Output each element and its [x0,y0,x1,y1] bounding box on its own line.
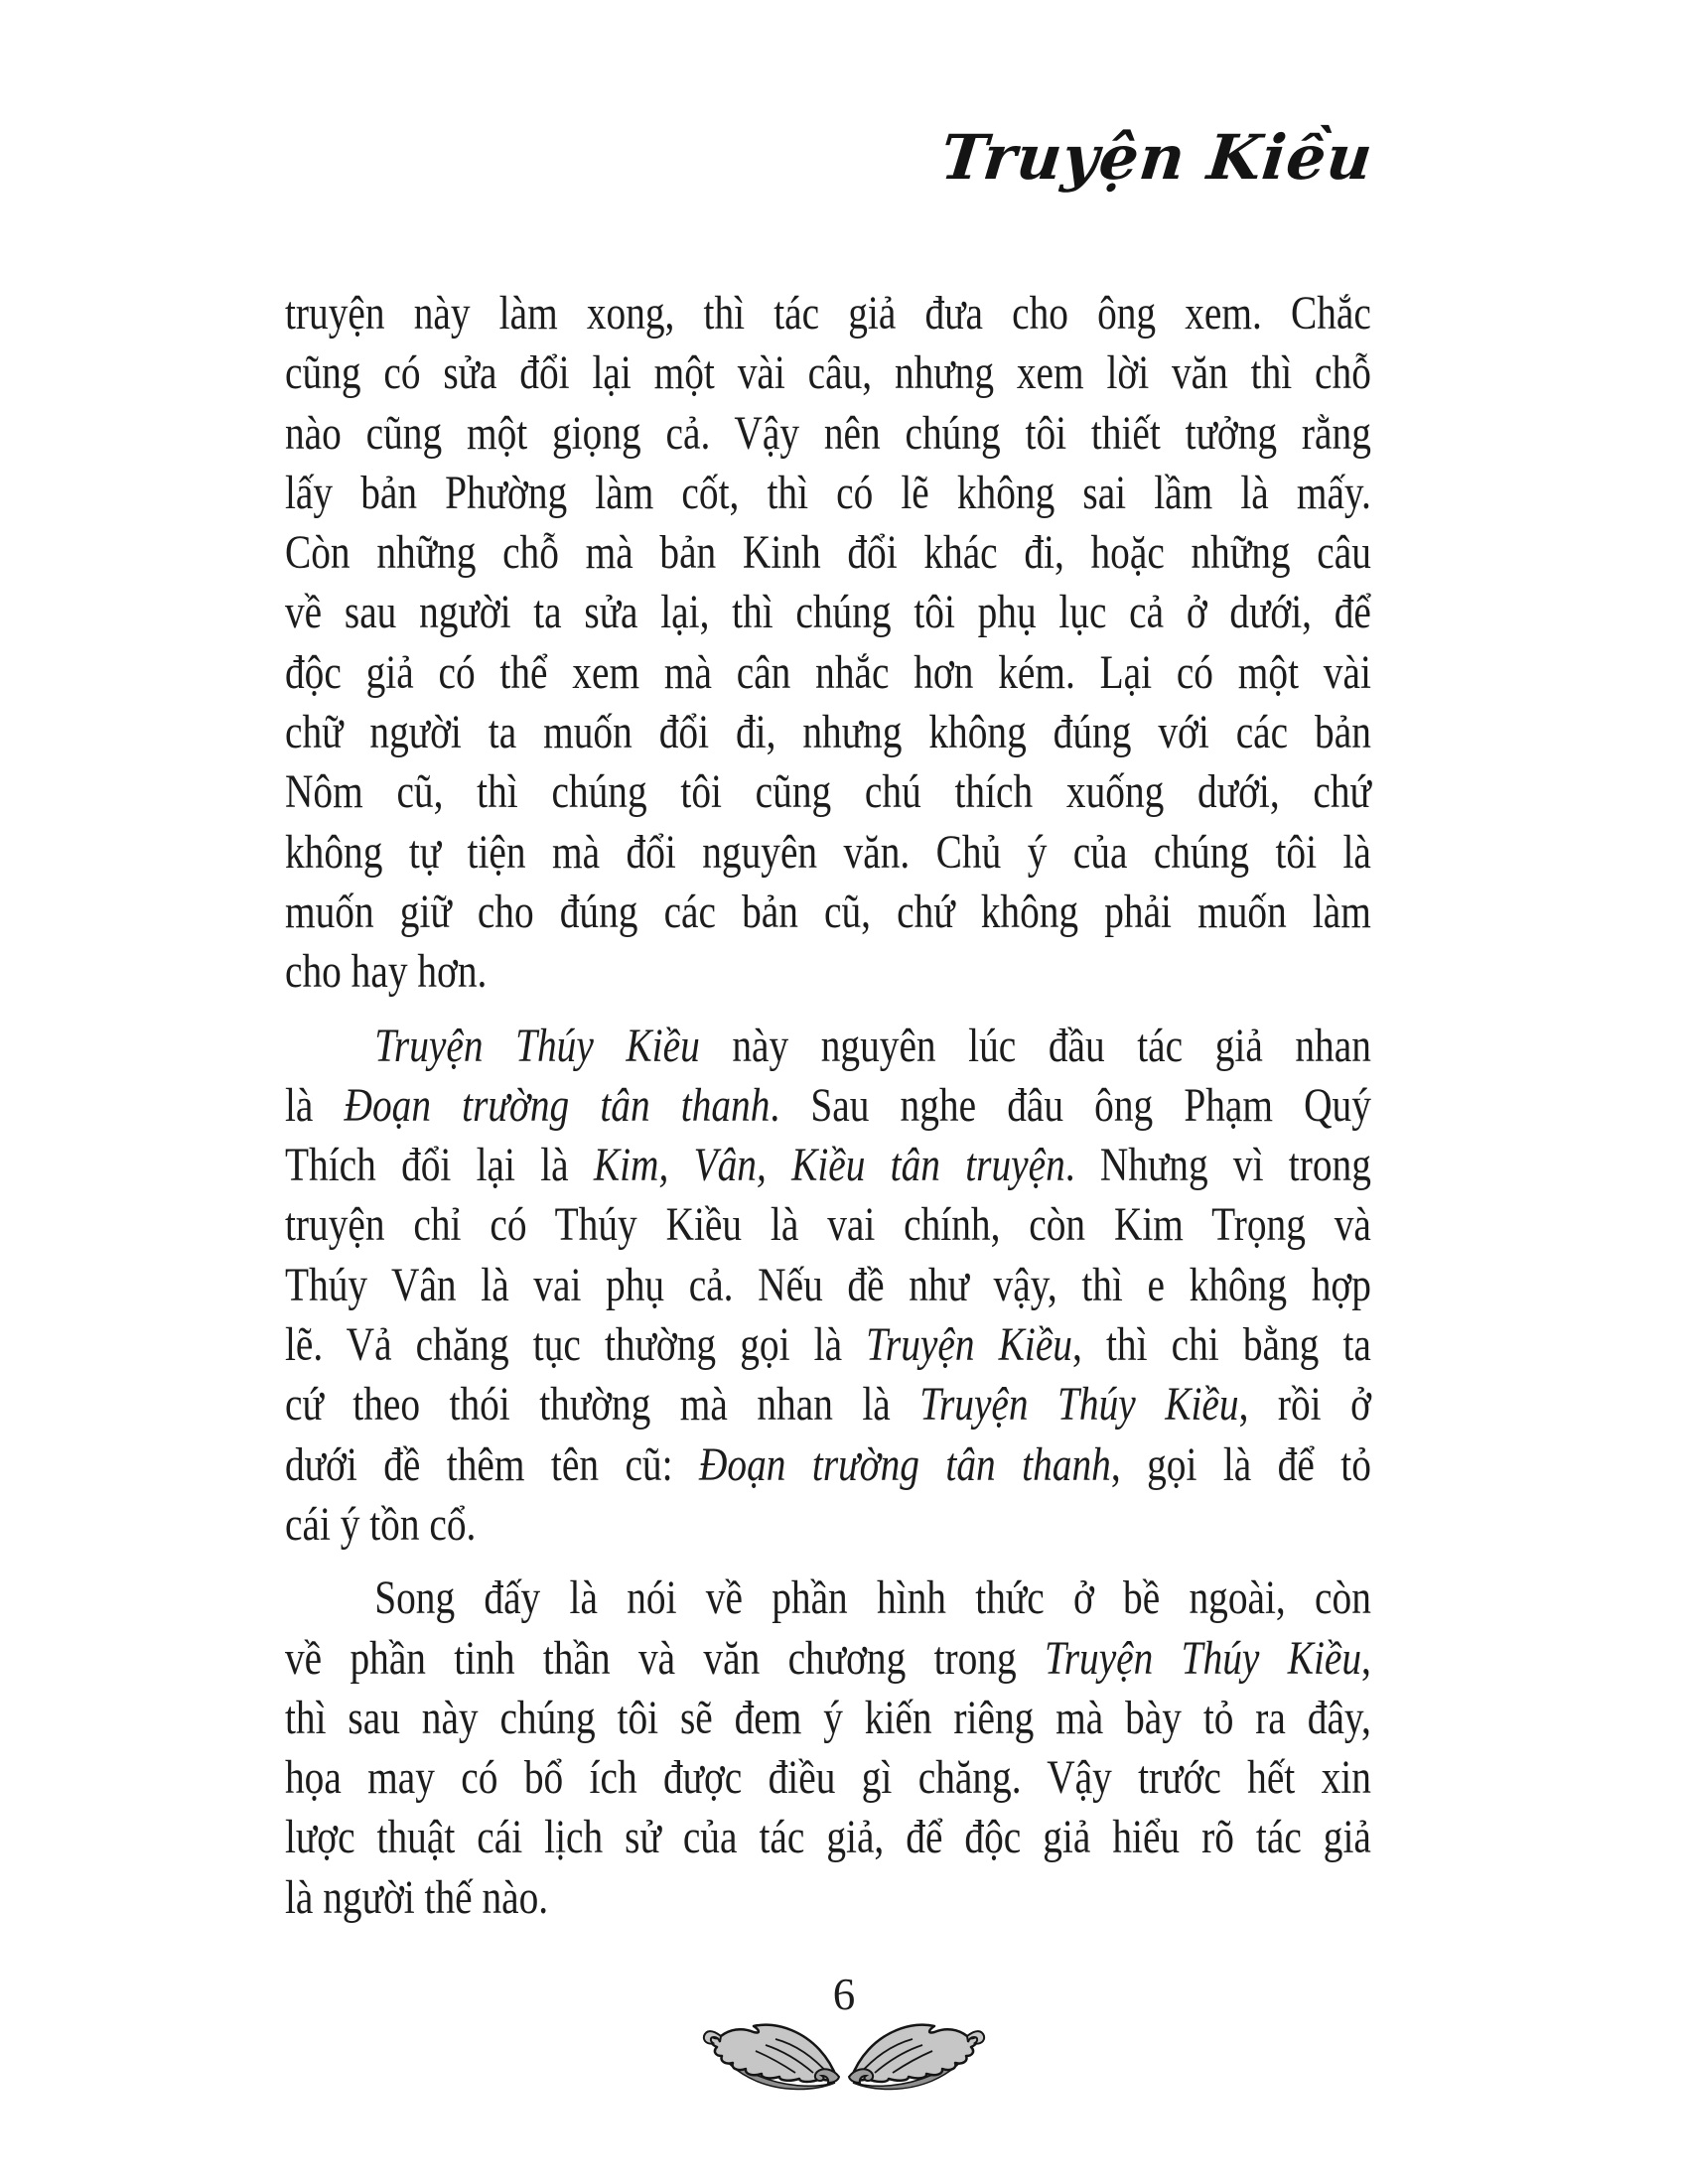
text-run: cho hay hơn. [285,945,488,999]
text-run: lược thuật cái lịch sử của tác giả, để độc giả hiểu rõ tác giả [285,1811,1371,1864]
text-run: Thúy Vân là vai phụ cả. Nếu đề như vậy, thì e không hợp [285,1258,1371,1311]
paragraph [285,1569,1377,1928]
text-line [285,1868,1371,1928]
text-line [285,1017,1371,1076]
text-run: Song đấy là nói về phần hình thức ở bề ngoài, còn [374,1571,1371,1625]
italic-title-run: Truyện Thúy Kiều [919,1378,1239,1432]
text-line [285,1435,1371,1495]
text-run: Thích đổi lại là [285,1139,594,1192]
text-run: về phần tinh thần và văn chương trong [285,1631,1045,1685]
text-line [285,1495,1371,1555]
text-run: độc giả có thể xem mà cân nhắc hơn kém. Lại có một vài [285,645,1371,699]
text-run: Còn những chỗ mà bản Kinh đổi khác đi, hoặc những câu [285,526,1371,580]
text-run: truyện này làm xong, thì tác giả đưa cho ông xem. Chắc [285,287,1371,340]
text-line [285,1569,1371,1628]
text-line [285,1629,1371,1689]
text-run: , [1361,1631,1371,1685]
paragraph [285,1017,1377,1556]
text-line [285,1375,1371,1434]
text-run: , gọi là để tỏ [1110,1437,1371,1491]
italic-title-run: Truyện Thúy Kiều [1044,1631,1362,1685]
text-line [285,1195,1371,1255]
text-line [285,762,1371,822]
text-line [285,1315,1371,1375]
text-run: nào cũng một giọng cả. Vậy nên chúng tôi thiết tưởng rằng [285,406,1371,460]
text-line [285,883,1371,942]
acanthus-flourish-icon [700,2017,988,2095]
text-run: thì sau này chúng tôi sẽ đem ý kiến riêng mà bày tỏ ra đây, [285,1691,1371,1744]
text-line [285,284,1371,343]
text-run: truyện chỉ có Thúy Kiều là vai chính, còn Kim Trọng và [285,1198,1371,1252]
text-line [285,1076,1371,1136]
body-text [285,284,1377,1928]
text-run: . Nhưng vì trong [1064,1139,1371,1192]
text-line [285,823,1371,883]
text-run: dưới đề thêm tên cũ: [285,1437,699,1491]
paragraph [285,284,1377,1003]
text-line [285,583,1371,642]
text-run: cái ý tồn cổ. [285,1497,477,1551]
text-run: , rồi ở [1238,1378,1371,1432]
text-line [285,1689,1371,1748]
text-run: Nôm cũ, thì chúng tôi cũng chú thích xuống dưới, chứ [285,765,1371,819]
text-line [285,523,1371,583]
page-header-title: Truyện Kiều [936,121,1376,194]
text-run: . Sau nghe đâu ông Phạm Quý [770,1078,1371,1132]
text-line [285,1808,1371,1867]
text-line [285,343,1371,403]
text-line [285,703,1371,762]
footer-ornament [700,2017,988,2095]
text-line [285,643,1371,703]
text-run: cứ theo thói thường mà nhan là [285,1378,920,1432]
text-line [285,942,1371,1002]
text-run: lấy bản Phường làm cốt, thì có lẽ không sai lầm là mấy. [285,466,1371,519]
text-run: lẽ. Vả chăng tục thường gọi là [285,1318,867,1372]
italic-title-run: Truyện Kiều [866,1318,1072,1372]
text-line [285,1748,1371,1808]
text-run: , thì chi bằng ta [1071,1318,1371,1372]
italic-title-run: Đoạn trường tân thanh [698,1437,1111,1491]
text-run: này nguyên lúc đầu tác giả nhan [699,1019,1371,1072]
italic-title-run: Đoạn trường tân thanh [344,1078,771,1132]
text-run: cũng có sửa đổi lại một vài câu, nhưng xem lời văn thì chỗ [285,346,1371,400]
text-run: là người thế nào. [285,1870,549,1924]
text-line [285,464,1371,523]
text-run: về sau người ta sửa lại, thì chúng tôi phụ lục cả ở dưới, để [285,586,1371,639]
text-run: muốn giữ cho đúng các bản cũ, chứ không phải muốn làm [285,885,1371,938]
text-line [285,1136,1371,1195]
text-run: là [285,1078,345,1132]
text-line [285,1256,1371,1315]
italic-title-run: Kim, Vân, Kiều tân truyện [593,1139,1065,1192]
text-run: họa may có bổ ích được điều gì chăng. Vậy trước hết xin [285,1751,1371,1805]
text-run: chữ người ta muốn đổi đi, nhưng không đúng với các bản [285,706,1371,759]
text-run: không tự tiện mà đổi nguyên văn. Chủ ý của chúng tôi là [285,825,1371,879]
italic-title-run: Truyện Thúy Kiều [374,1019,700,1072]
text-line [285,404,1371,464]
page-number: 6 [832,1970,856,2019]
